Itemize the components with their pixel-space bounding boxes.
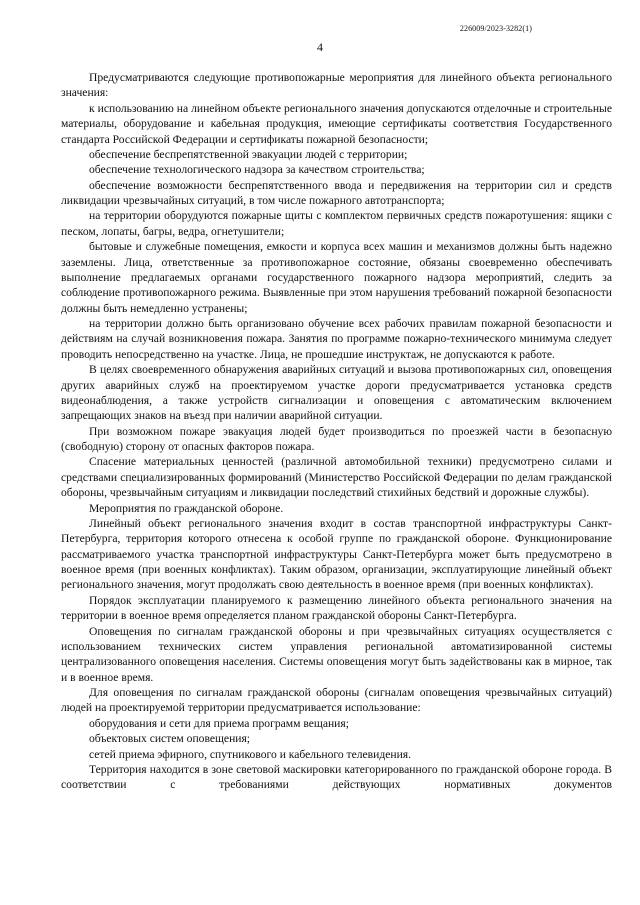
paragraph-alert-means: Для оповещения по сигналам гражданской обороны (сигналам оповещения чрезвычайных ситуаций) людей на проектируемой территории предусматривается использование: xyxy=(61,686,612,715)
list-item-object-systems: объектовых систем оповещения; xyxy=(89,732,251,746)
paragraph-alert-systems: Оповещения по сигналам гражданской обороны и при чрезвычайных ситуациях осуществляется с использованием технических систем управления региональной автоматизированной системы централизованного оповещения населения. Системы оповещения могут быть задействованы как в мирное, так и в военное время. xyxy=(61,624,612,684)
paragraph-supervision: обеспечение технологического надзора за качеством строительства; xyxy=(89,163,425,177)
paragraph-fire-evacuation: При возможном пожаре эвакуация людей будет производиться по проезжей части в безопасную (свободную) сторону от опасных факторов пожара. xyxy=(61,424,612,453)
paragraph-evacuation: обеспечение беспрепятственной эвакуации людей с территории; xyxy=(89,147,408,161)
paragraph-training: на территории должно быть организовано обучение всех рабочих правилам пожарной безопасности и действиям на случай возникновения пожара. Занятия по программе пожарно-технического минимума следует проводить непосредственно на участке. Лица, не прошедшие инструктаж, не допускаются к работе. xyxy=(61,317,612,361)
paragraph-light-masking: Территория находится в зоне световой маскировки категорированного по гражданской обороне города. В соответствии с требованиями действующих нормативных документов xyxy=(61,762,612,792)
paragraph-fire-shields: на территории оборудуются пожарные щиты с комплектом первичных средств пожаротушения: ящики с песком, лопаты, багры, ведра, огнетушители; xyxy=(61,209,612,238)
body-text xyxy=(61,68,612,793)
paragraph-intro: Предусматриваются следующие противопожарные мероприятия для линейного объекта регионального значения: xyxy=(61,71,612,100)
paragraph-infrastructure: Линейный объект регионального значения входит в состав транспортной инфраструктуры Санкт-Петербурга, территория которого отнесена к особой группе по гражданской обороне. Функционирование рассматриваемого участка транспортной инфраструктуры Санкт-Петербурга может быть предусмотрено в военное время (при военных конфликтах). Таким образом, организации, эксплуатирующие линейный объект регионального значения, могут продолжать свою деятельность в военное время (при военных конфликтах). xyxy=(61,516,612,592)
paragraph-wartime-order: Порядок эксплуатации планируемого к размещению линейного объекта регионального значения на территории в военное время определяется планом гражданской обороны Санкт-Петербурга. xyxy=(61,593,612,623)
page-number: 4 xyxy=(317,40,323,54)
paragraph-materials: к использованию на линейном объекте регионального значения допускаются отделочные и строительные материалы, оборудование и кабельная продукция, имеющие сертификаты соответствия Государственного стандарта Российской Федерации и сертификаты пожарной безопасности; xyxy=(61,101,612,146)
paragraph-detection: В целях своевременного обнаружения аварийных ситуаций и вызова противопожарных сил, оповещения других аварийных служб на проектируемом участке дороги предусматривается установка средств видеонаблюдения, а также устройств сигнализации и оповещения с автоматическим включением запрещающих знаков на въезд при наличии аварийной ситуации. xyxy=(61,363,612,423)
document-id: 226009/2023-3282(1) xyxy=(459,24,532,33)
paragraph-grounding: бытовые и служебные помещения, емкости и корпуса всех машин и механизмов должны быть надежно заземлены. Лица, ответственные за противопожарное состояние, обязаны своевременно обеспечивать выполнение предлагаемых органами государственного пожарного надзора мероприятий, следить за соблюдение противопожарного режима. Выявленные при этом нарушения требований пожарной безопасности должны быть немедленно устранены; xyxy=(61,240,612,315)
paragraph-access: обеспечение возможности беспрепятственного ввода и передвижения на территории сил и средств ликвидации чрезвычайных ситуаций, в том числе пожарного автотранспорта; xyxy=(61,178,612,207)
paragraph-civil-defense-heading: Мероприятия по гражданской обороне. xyxy=(89,501,284,515)
list-item-broadcast: оборудования и сети для приема программ вещания; xyxy=(89,716,349,730)
paragraph-rescue: Спасение материальных ценностей (различной автомобильной техники) предусмотрено силами и средствами специализированных формирований (Министерство Российской Федерации по делам гражданской обороны, чрезвычайным ситуациям и ликвидации последствий стихийных бедствий и дорожные службы). xyxy=(61,455,612,500)
list-item-tv-networks: сетей приема эфирного, спутникового и кабельного телевидения. xyxy=(89,747,412,761)
